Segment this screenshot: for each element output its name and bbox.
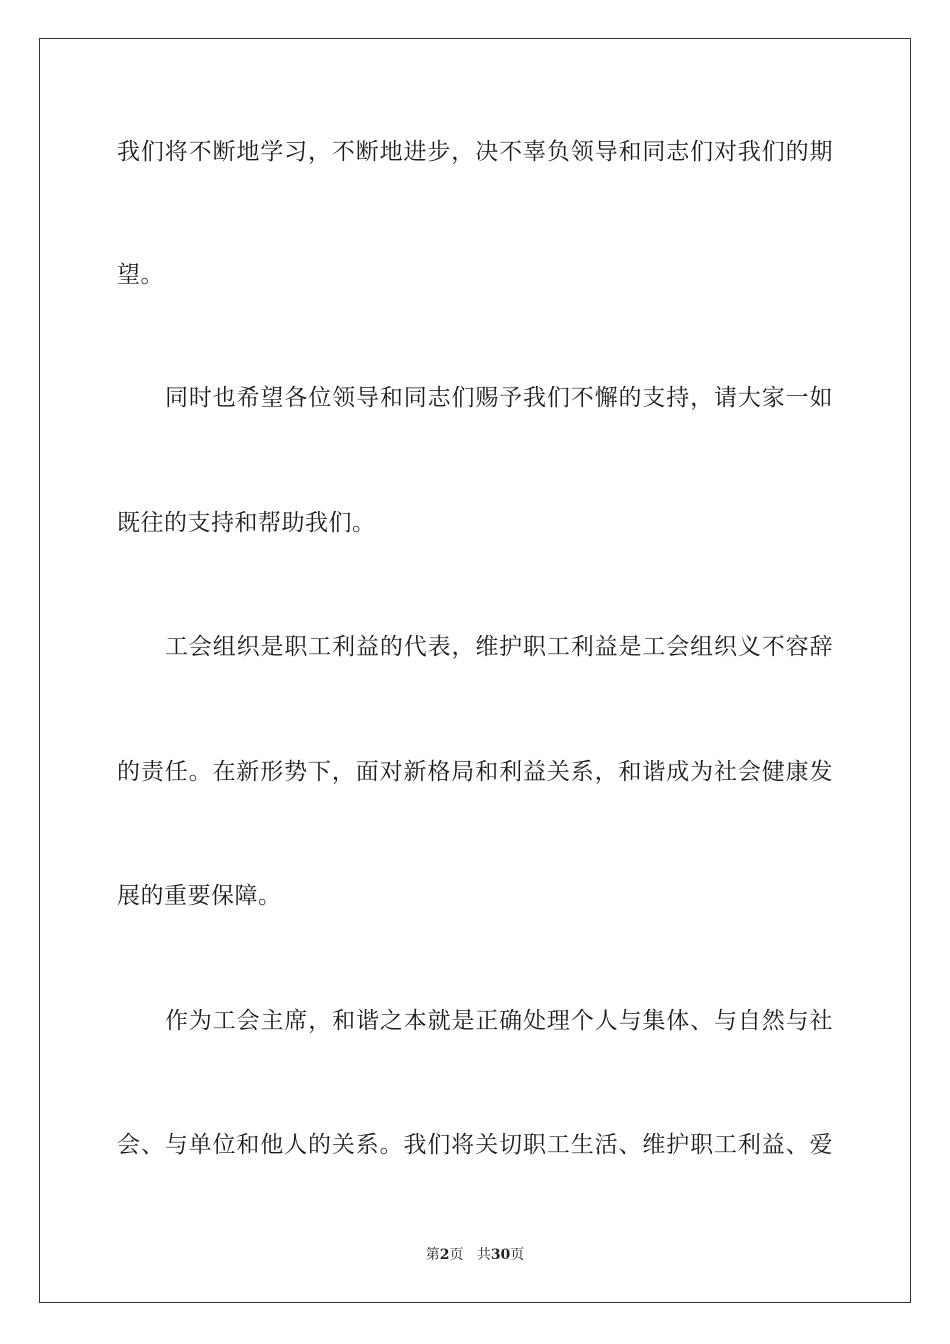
paragraph-line-7: 展的重要保障。 <box>117 883 282 909</box>
paragraph-line-8: 作为工会主席，和谐之本就是正确处理个人与集体、与自然与社 <box>165 1008 833 1034</box>
page-border <box>39 38 911 1303</box>
footer-page-prefix: 第 <box>425 1247 440 1263</box>
footer-total-suffix: 页 <box>510 1247 525 1263</box>
footer-total-prefix: 共 <box>476 1247 491 1263</box>
paragraph-line-3: 同时也希望各位领导和同志们赐予我们不懈的支持，请大家一如 <box>165 385 833 411</box>
paragraph-line-5: 工会组织是职工利益的代表，维护职工利益是工会组织义不容辞 <box>165 634 833 660</box>
paragraph-line-2: 望。 <box>117 262 164 288</box>
footer-page-number: 2 <box>439 1247 450 1263</box>
footer-page-suffix: 页 <box>449 1247 464 1263</box>
footer-total-pages: 30 <box>490 1247 511 1263</box>
page-footer <box>0 1246 950 1264</box>
paragraph-line-6: 的责任。在新形势下，面对新格局和利益关系，和谐成为社会健康发 <box>117 759 833 785</box>
paragraph-line-9: 会、与单位和他人的关系。我们将关切职工生活、维护职工利益、爱 <box>117 1132 833 1158</box>
paragraph-line-4: 既往的支持和帮助我们。 <box>117 510 376 536</box>
paragraph-line-1: 我们将不断地学习，不断地进步，决不辜负领导和同志们对我们的期 <box>117 139 833 165</box>
